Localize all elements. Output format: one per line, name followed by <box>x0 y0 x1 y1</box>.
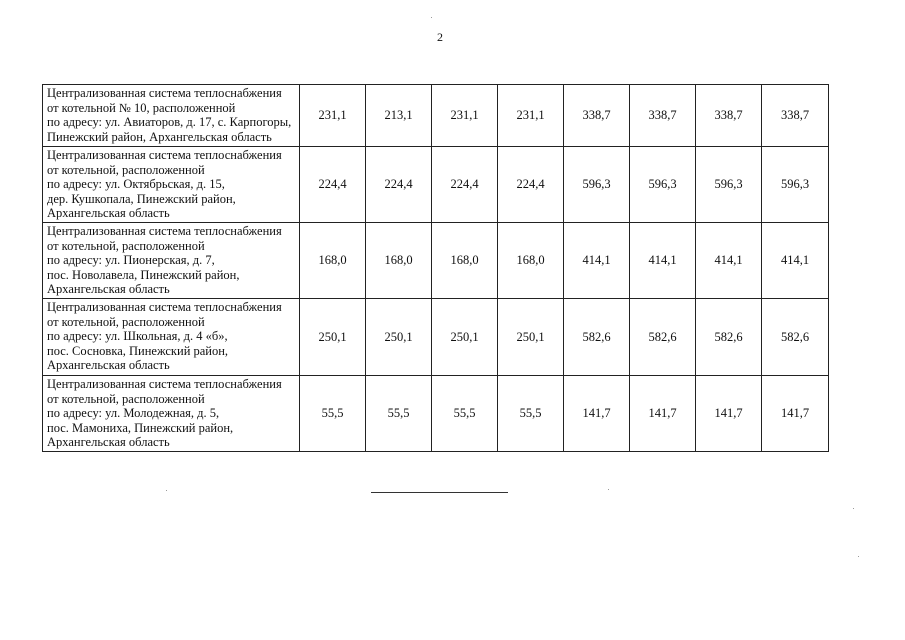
tariff-value-cell: 168,0 <box>300 223 366 299</box>
tariff-value-cell: 596,3 <box>630 147 696 223</box>
tariff-value-cell: 231,1 <box>498 85 564 147</box>
heating-system-description <box>43 223 300 299</box>
tariff-value-cell: 141,7 <box>564 376 630 452</box>
description-line: Архангельская область <box>47 282 170 296</box>
description-line: от котельной, расположенной <box>47 238 205 253</box>
scan-speck <box>608 489 609 490</box>
scan-speck <box>431 17 432 18</box>
tariff-value-cell: 231,1 <box>300 85 366 147</box>
tariff-value-cell: 141,7 <box>696 376 762 452</box>
tariff-value-cell: 596,3 <box>762 147 829 223</box>
tariff-value-cell: 582,6 <box>630 299 696 376</box>
page-number: 2 <box>437 30 443 44</box>
tariff-value-cell: 338,7 <box>696 85 762 147</box>
description-line: Централизованная система теплоснабжения <box>47 86 282 100</box>
scan-speck <box>858 556 859 557</box>
tariff-value-cell: 414,1 <box>564 223 630 299</box>
tariff-value-cell: 231,1 <box>432 85 498 147</box>
tariff-value-cell: 55,5 <box>366 376 432 452</box>
description-line: Централизованная система теплоснабжения <box>47 300 282 314</box>
description-line: пос. Сосновка, Пинежский район, <box>47 343 229 358</box>
tariff-value-cell: 168,0 <box>366 223 432 299</box>
tariff-value-cell: 596,3 <box>696 147 762 223</box>
description-line: по адресу: ул. Школьная, д. 4 «б», <box>47 329 228 343</box>
tariff-value-cell: 213,1 <box>366 85 432 147</box>
table-body <box>43 85 829 452</box>
heating-system-description <box>43 147 300 223</box>
description-line: от котельной № 10, расположенной <box>47 100 236 115</box>
scan-speck <box>853 508 854 509</box>
description-line: Централизованная система теплоснабжения <box>47 377 282 391</box>
tariff-value-cell: 250,1 <box>300 299 366 376</box>
tariff-value-cell: 582,6 <box>564 299 630 376</box>
description-line: Пинежский район, Архангельская область <box>47 129 272 144</box>
description-line: от котельной, расположенной <box>47 314 205 329</box>
tariff-value-cell: 250,1 <box>432 299 498 376</box>
tariff-value-cell: 224,4 <box>300 147 366 223</box>
description-line: по адресу: ул. Пионерская, д. 7, <box>47 253 215 267</box>
heating-system-description <box>43 376 300 452</box>
tariff-value-cell: 168,0 <box>498 223 564 299</box>
description-line: Централизованная система теплоснабжения <box>47 148 282 162</box>
tariff-value-cell: 224,4 <box>366 147 432 223</box>
description-line: от котельной, расположенной <box>47 162 205 177</box>
tariff-value-cell: 338,7 <box>630 85 696 147</box>
table-row <box>43 223 829 299</box>
tariff-value-cell: 250,1 <box>366 299 432 376</box>
heating-system-description <box>43 299 300 376</box>
tariff-value-cell: 55,5 <box>432 376 498 452</box>
description-line: Архангельская область <box>47 206 170 220</box>
scan-speck <box>166 490 167 491</box>
description-line: Централизованная система теплоснабжения <box>47 224 282 238</box>
tariff-value-cell: 224,4 <box>498 147 564 223</box>
tariff-value-cell: 250,1 <box>498 299 564 376</box>
description-line: пос. Новолавела, Пинежский район, <box>47 267 240 282</box>
tariff-value-cell: 55,5 <box>300 376 366 452</box>
tariff-value-cell: 141,7 <box>762 376 829 452</box>
description-line: по адресу: ул. Авиаторов, д. 17, с. Карпогоры, <box>47 115 292 129</box>
description-line: Архангельская область <box>47 435 170 449</box>
tariff-value-cell: 414,1 <box>696 223 762 299</box>
description-line: по адресу: ул. Октябрьская, д. 15, <box>47 177 225 191</box>
tariff-value-cell: 338,7 <box>762 85 829 147</box>
tariff-value-cell: 596,3 <box>564 147 630 223</box>
tariff-value-cell: 55,5 <box>498 376 564 452</box>
description-line: по адресу: ул. Молодежная, д. 5, <box>47 406 220 420</box>
tariff-value-cell: 338,7 <box>564 85 630 147</box>
description-line: пос. Мамониха, Пинежский район, <box>47 420 234 435</box>
tariff-value-cell: 582,6 <box>762 299 829 376</box>
description-line: от котельной, расположенной <box>47 391 205 406</box>
heating-system-description <box>43 85 300 147</box>
table-row <box>43 85 829 147</box>
table-row <box>43 147 829 223</box>
tariff-value-cell: 582,6 <box>696 299 762 376</box>
tariff-value-cell: 141,7 <box>630 376 696 452</box>
description-line: дер. Кушкопала, Пинежский район, <box>47 191 236 206</box>
tariff-value-cell: 414,1 <box>630 223 696 299</box>
table-row <box>43 376 829 452</box>
table-row <box>43 299 829 376</box>
tariff-value-cell: 168,0 <box>432 223 498 299</box>
tariff-value-cell: 414,1 <box>762 223 829 299</box>
end-of-document-rule <box>371 492 508 493</box>
heat-tariff-table <box>42 84 829 452</box>
description-line: Архангельская область <box>47 358 170 372</box>
tariff-value-cell: 224,4 <box>432 147 498 223</box>
